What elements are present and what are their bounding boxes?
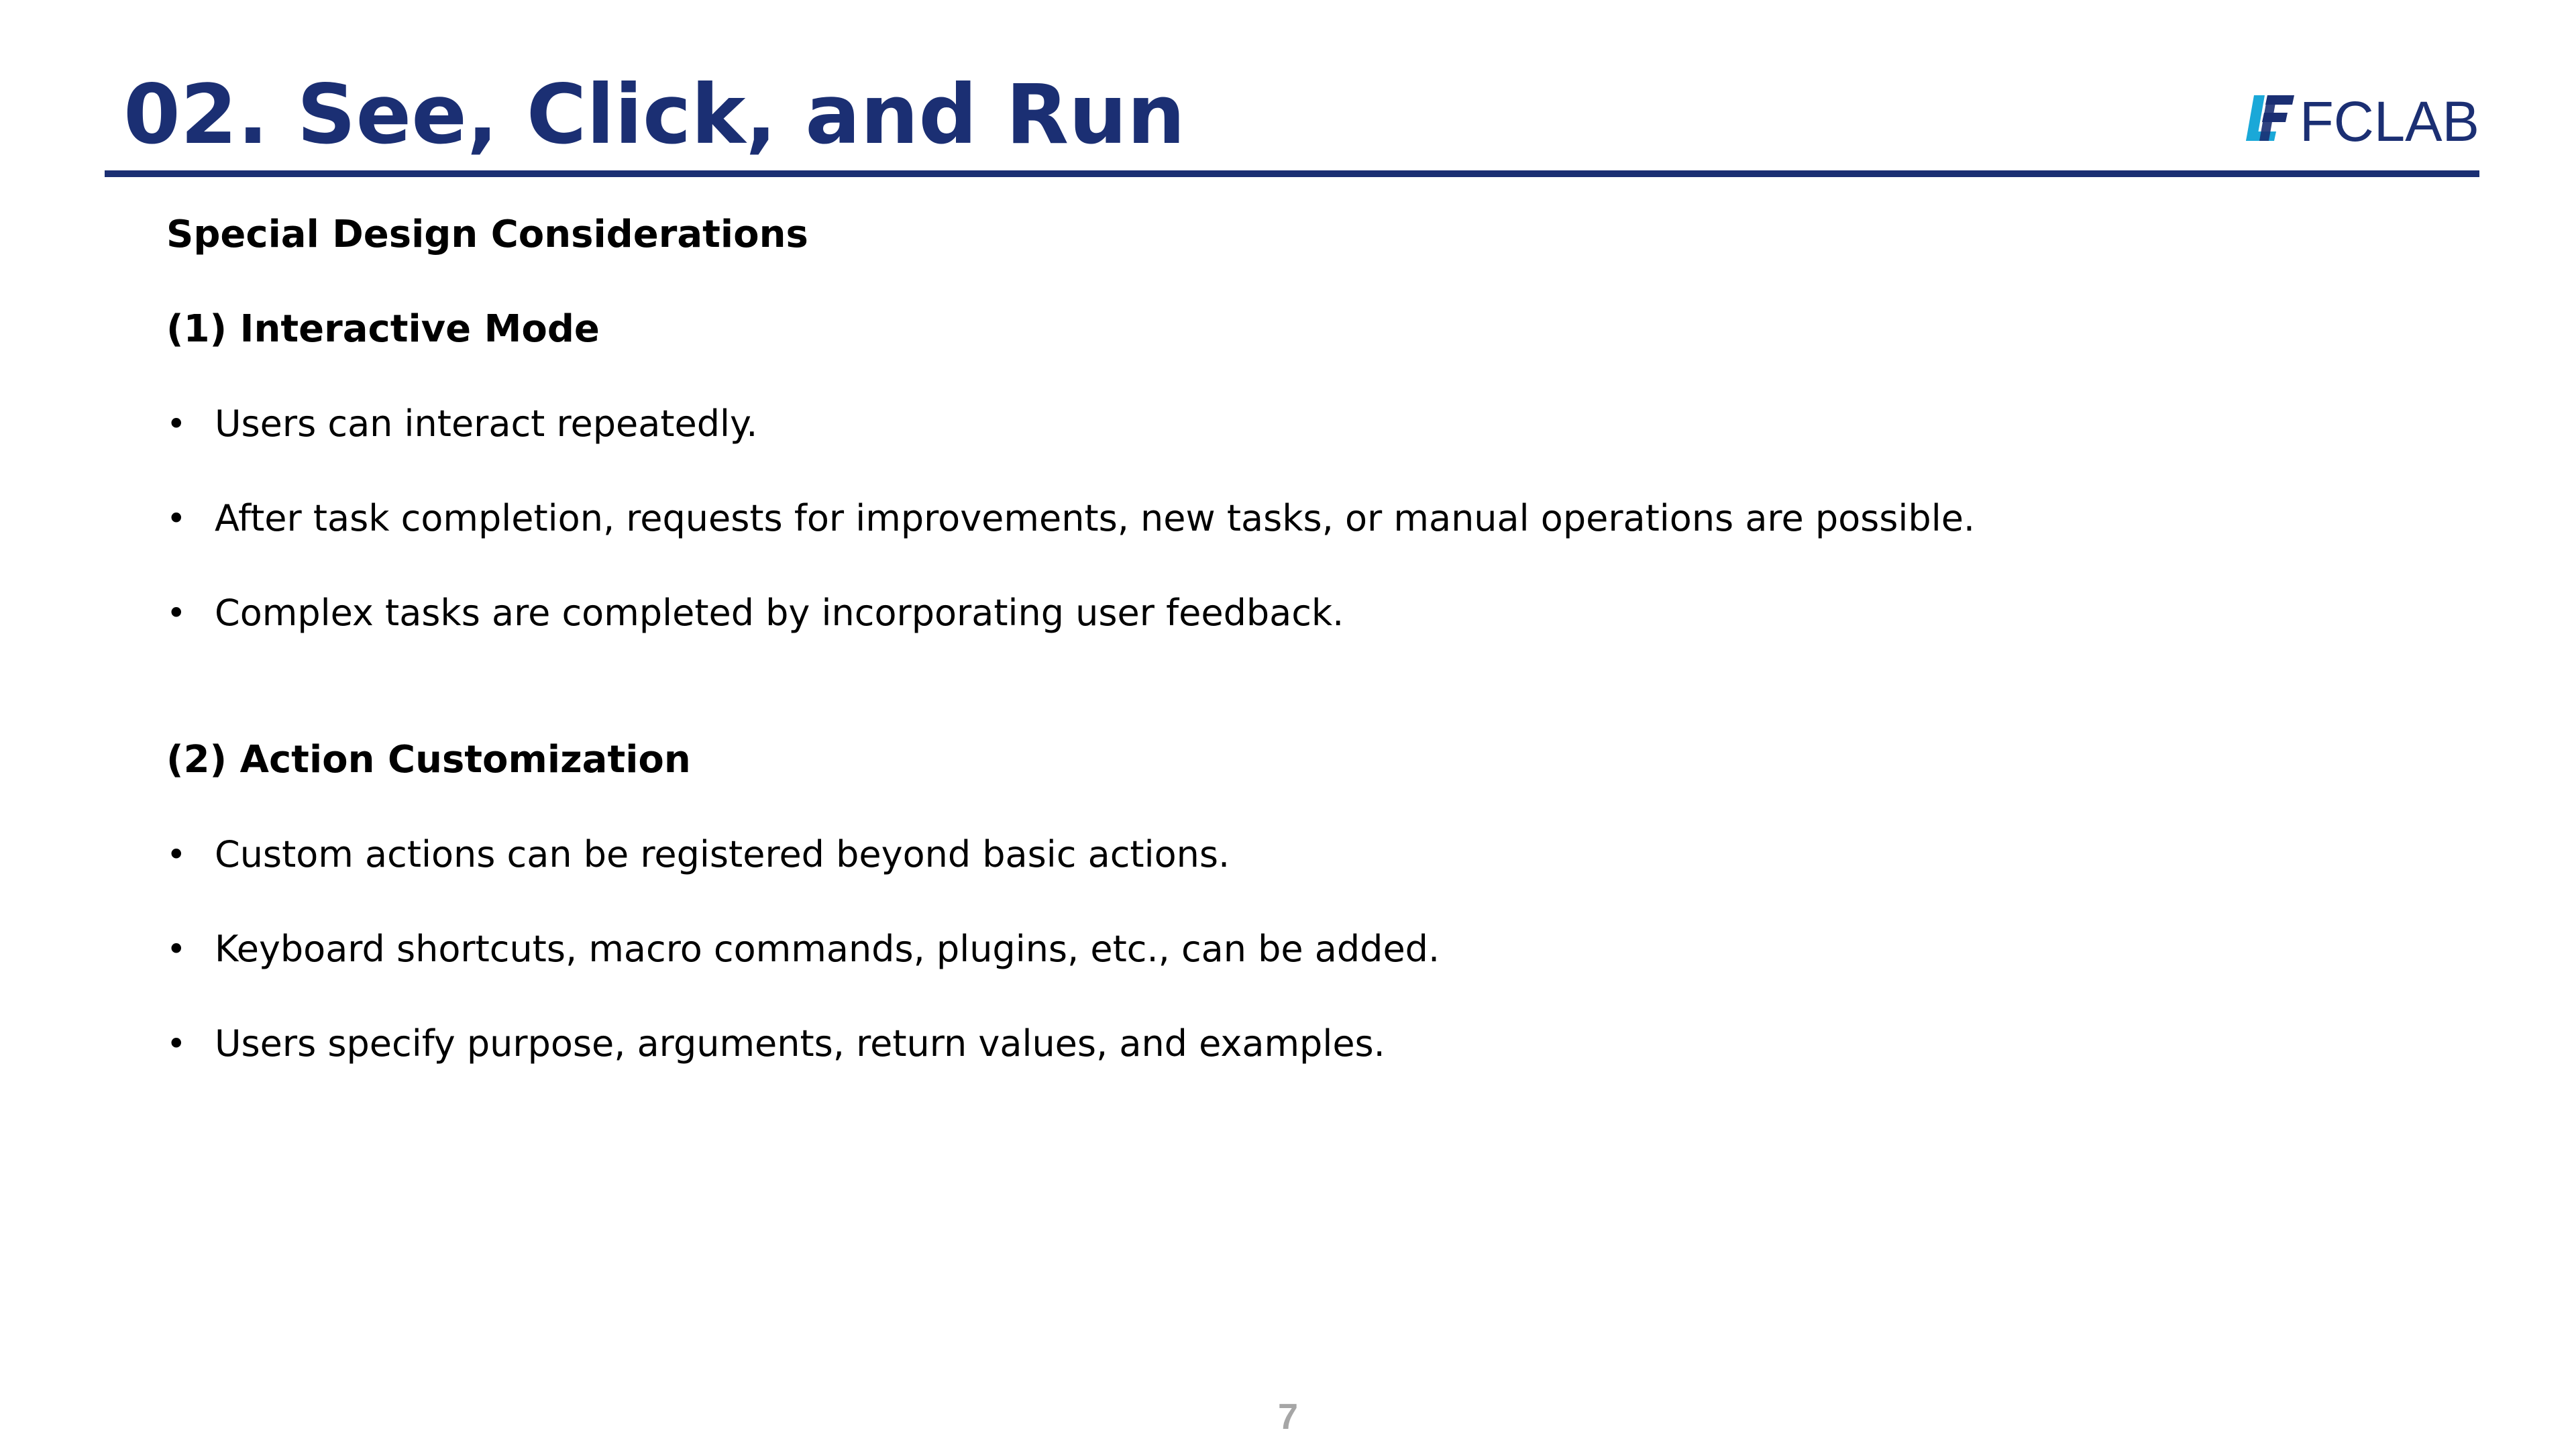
list-item [166,922,2380,976]
bullet-icon: • [166,405,186,443]
list-item-text: After task completion, requests for improvements, new tasks, or manual operations are possible. [215,497,1976,539]
interactive-mode-list [166,397,2380,640]
section-label-action-customization: (2) Action Customization [166,738,691,782]
list-item-text: Users can interact repeatedly. [215,402,758,445]
title-underline [105,170,2479,177]
fclab-logo [2239,89,2481,150]
bullet-icon: • [166,835,186,874]
list-item [166,828,2380,881]
list-item [166,586,2380,640]
bullet-icon: • [166,499,186,538]
list-item [166,492,2380,545]
slide-title: 02. See, Click, and Run [123,67,1185,162]
bullet-icon: • [166,1024,186,1063]
list-item-text: Users specify purpose, arguments, return values, and examples. [215,1022,1385,1065]
action-customization-list [166,828,2380,1071]
bullet-icon: • [166,930,186,969]
list-item-text: Keyboard shortcuts, macro commands, plugins, etc., can be added. [215,928,1440,970]
content-heading: Special Design Considerations [166,213,808,256]
list-item [166,397,2380,451]
list-item-text: Complex tasks are completed by incorporating user feedback. [215,592,1344,634]
section-spacer [166,681,2380,733]
list-item [166,1017,2380,1071]
logo-text: FCLAB [2300,90,2479,150]
page-number: 7 [1277,1397,1299,1437]
bullet-icon: • [166,594,186,633]
slide-content [166,208,2380,1112]
list-item-text: Custom actions can be registered beyond basic actions. [215,833,1230,875]
section-label-interactive-mode: (1) Interactive Mode [166,307,600,351]
lf-logo-icon [2246,95,2294,141]
